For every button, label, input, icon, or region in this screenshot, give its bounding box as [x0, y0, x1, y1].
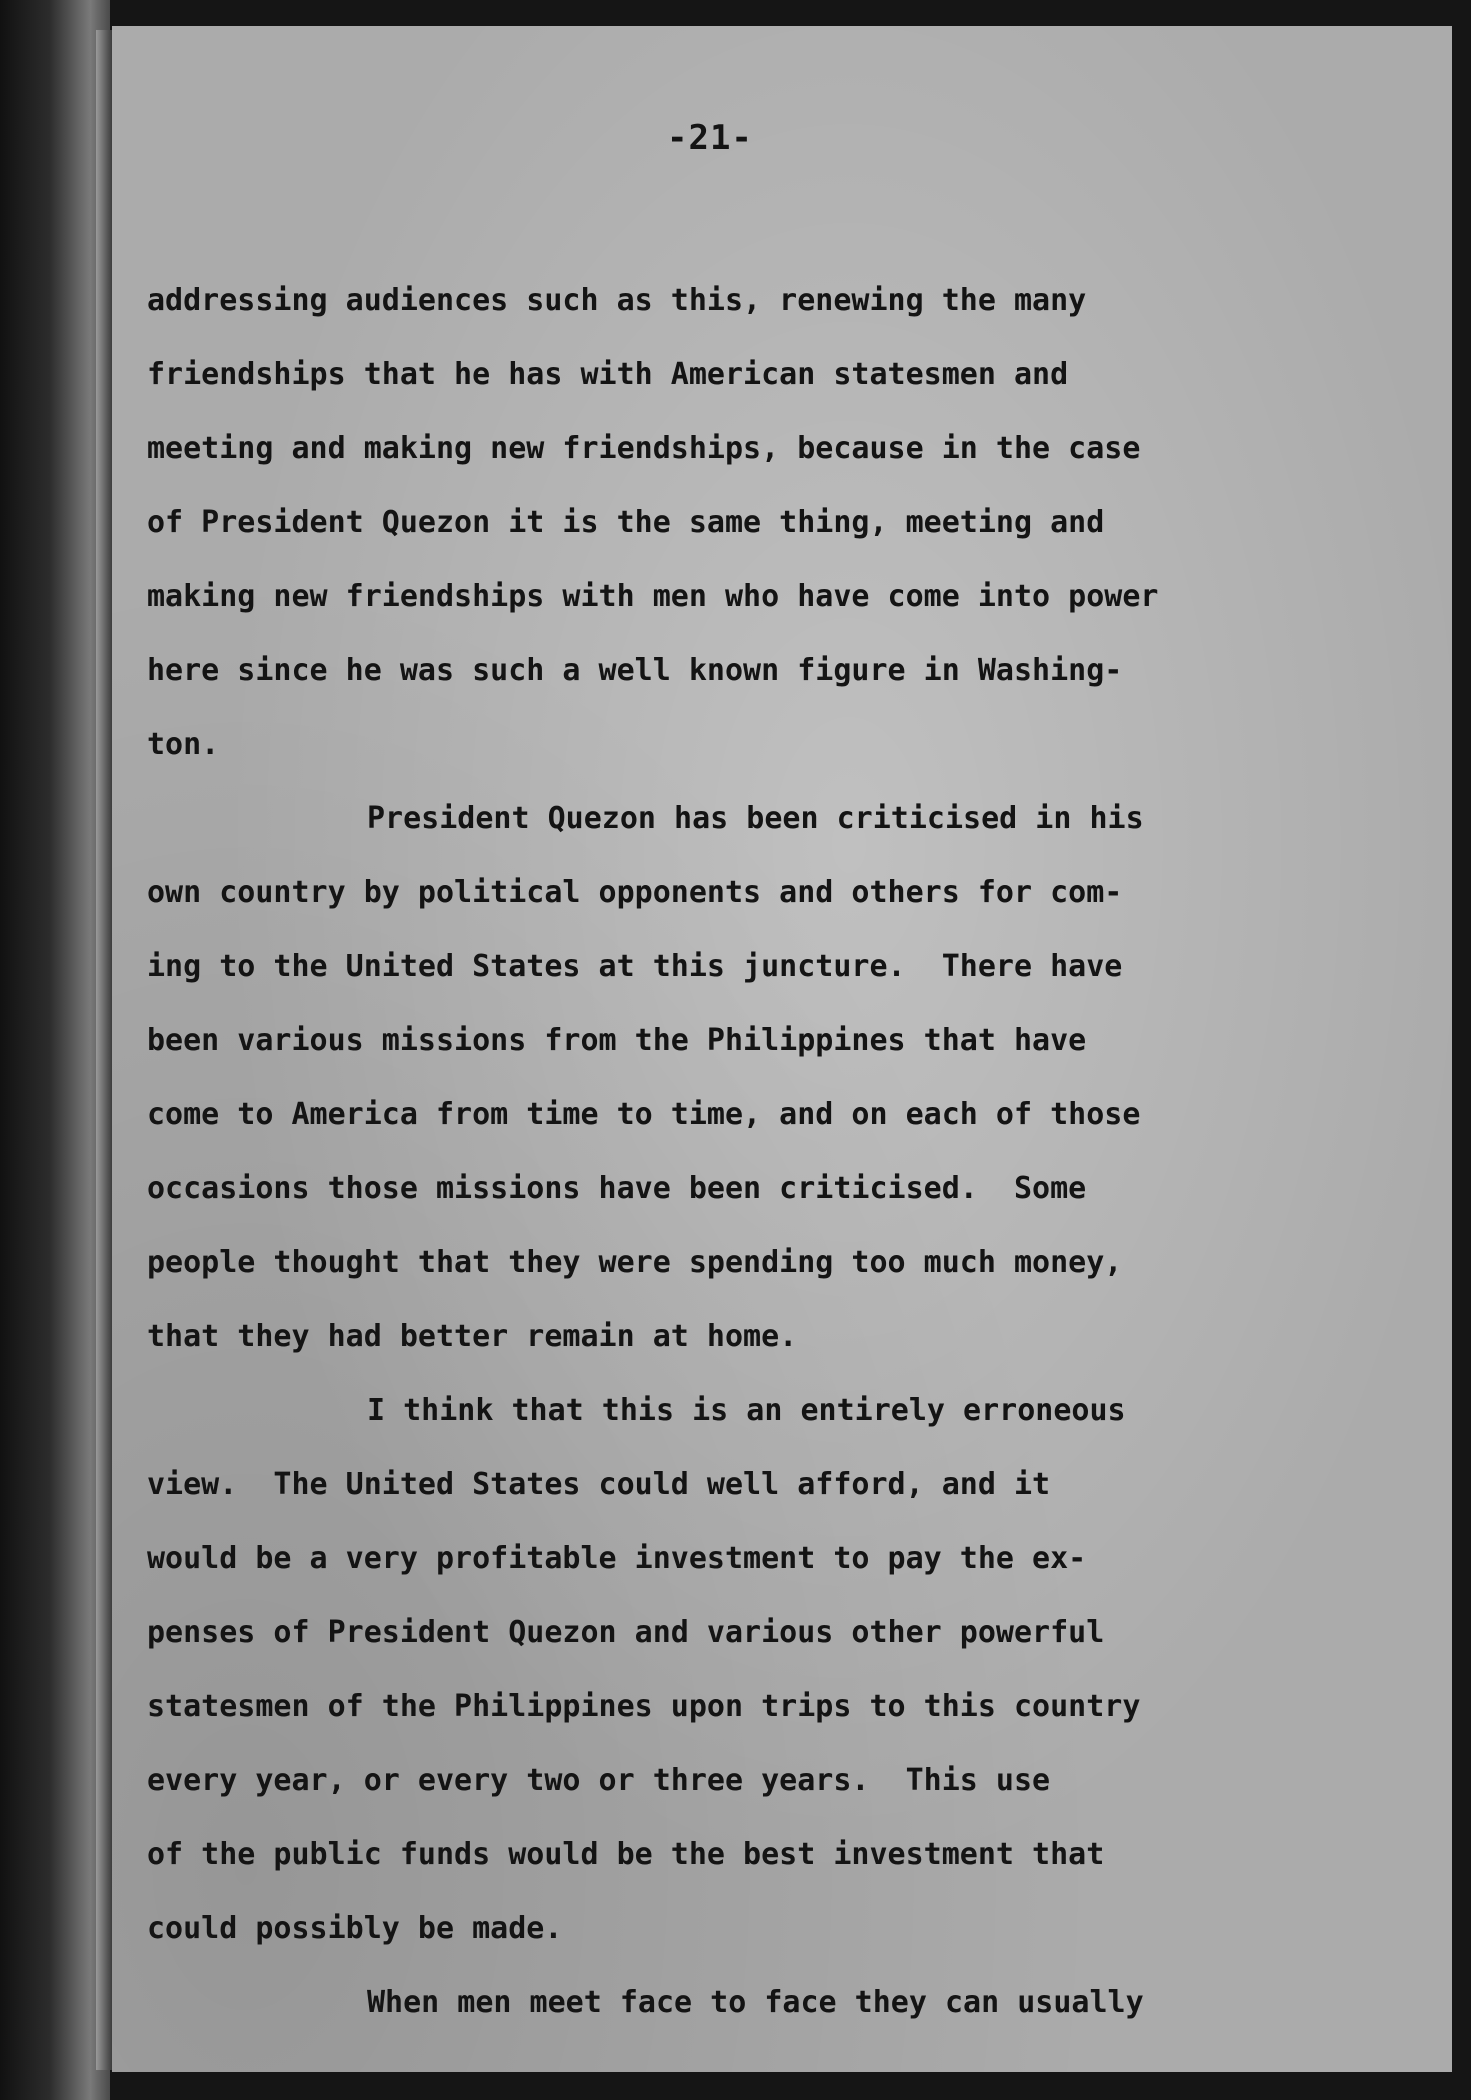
text-line: addressing audiences such as this, renewing the many	[147, 283, 1087, 318]
text-line: occasions those missions have been criticised. Some	[147, 1171, 1087, 1206]
text-line: would be a very profitable investment to pay the ex-	[147, 1541, 1087, 1576]
text-line: friendships that he has with American statesmen and	[147, 357, 1069, 392]
text-line: When men meet face to face they can usually	[367, 1985, 1144, 2020]
text-line: every year, or every two or three years. This use	[147, 1763, 1051, 1798]
text-line: ton.	[147, 727, 220, 762]
text-line: been various missions from the Philippines that have	[147, 1023, 1087, 1058]
text-line: own country by political opponents and others for com-	[147, 875, 1123, 910]
text-line: making new friendships with men who have come into power	[147, 579, 1159, 614]
text-line: meeting and making new friendships, because in the case	[147, 431, 1141, 466]
text-line: of the public funds would be the best investment that	[147, 1837, 1105, 1872]
text-line: I think that this is an entirely erroneous	[367, 1393, 1126, 1428]
text-line: view. The United States could well afford, and it	[147, 1467, 1051, 1502]
typewritten-page	[112, 26, 1452, 2072]
text-line: here since he was such a well known figure in Washing-	[147, 653, 1123, 688]
page-number: -21-	[667, 118, 753, 158]
binding-shadow	[96, 30, 112, 2070]
text-line: people thought that they were spending too much money,	[147, 1245, 1123, 1280]
text-line: of President Quezon it is the same thing, meeting and	[147, 505, 1105, 540]
text-line: that they had better remain at home.	[147, 1319, 798, 1354]
text-line: President Quezon has been criticised in his	[367, 801, 1144, 836]
text-line: penses of President Quezon and various other powerful	[147, 1615, 1105, 1650]
text-line: could possibly be made.	[147, 1911, 563, 1946]
body-text	[147, 264, 1447, 2040]
binding-edge	[0, 0, 110, 2100]
text-line: ing to the United States at this juncture. There have	[147, 949, 1123, 984]
text-line: come to America from time to time, and on each of those	[147, 1097, 1141, 1132]
text-line: statesmen of the Philippines upon trips to this country	[147, 1689, 1141, 1724]
